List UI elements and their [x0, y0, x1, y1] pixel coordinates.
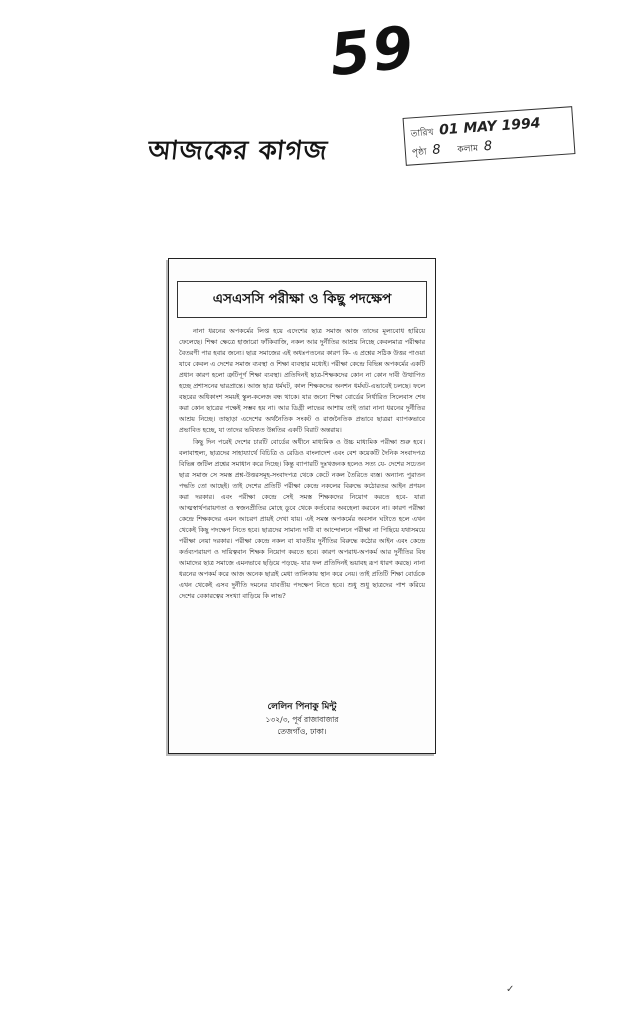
article-paragraph-1: নানা ধরনের অপকর্মের লিপ্ত হয়ে এদেশের ছাত্র সমাজ আজ তাদের মূল্যবোধ হারিয়ে ফেলেছে। শিক্ষা ক্ষেত্রে হাজারো ফাঁকিবাজি, নকল আর দুর্নীতির আশ্রয় নিচ্ছে কেবলমাত্র পরীক্ষার বৈতরণী পার হবার জন্যে। ছাত্র সমাজের এই অধঃপতনের কারণ কি- এ প্রশ্নের সঠিক উত্তর পাওয়া যাবে কেবল এ দেশের সমাজ ব্যবস্থা ও শিক্ষা ব্যবস্থার মধ্যেই। পরীক্ষা কেন্দ্রে বিভিন্ন অপকর্মের একটি প্রধান কারণ হলো ত্রুটিপূর্ণ শিক্ষা ব্যবস্থা। প্রতিদিনই ছাত্র-শিক্ষকদের কোন না কোন দাবী উত্থাপিত হচ্ছে প্রশাসনের দ্বারপ্রান্তে। আজ ছাত্র ধর্মঘট, কাল শিক্ষকদের অনশন ধর্মঘট-এভাবেই চলছে। ফলে বছরের অধিকাংশ সময়ই স্কুল-কলেজ বন্ধ থাকে। যার জন্যে শিক্ষা বোর্ডের নির্ধারিত সিলেবাস শেষ করা কোন ছাত্রের পক্ষেই সম্ভব হয় না। আর ডিগ্রী লাভের আশায় তাই তারা নানা ধরনের দুর্নীতির আশ্রয় নিচ্ছে। তাছাড়া এদেশের অর্থনৈতিক সংকট ও রাজনৈতিক প্রভাবে ছাত্ররা ব্যাপকভাবে প্রভাবিত হচ্ছে, যা তাদের ভবিষ্যত উন্নতির একটি বিরাট অন্তরায়।: [179, 327, 425, 434]
stamp-date-row: [410, 115, 541, 141]
pencil-tick-mark: ✓: [506, 984, 515, 995]
article-signature: [169, 699, 435, 738]
stamp-page-row: [411, 138, 506, 161]
newspaper-masthead: আজকের কাগজ: [146, 136, 330, 166]
author-address-line-1: ১৩২/৩, পূর্ব রাজাবাজার: [265, 715, 339, 724]
stamp-date-value: 01 MAY 1994: [438, 115, 541, 139]
article-paragraph-2: কিছু দিন পরেই দেশের চারটি বোর্ডের অধীনে মাধ্যমিক ও উচ্চ মাধ্যমিক পরীক্ষা শুরু হবে। বলাবাহুল্য, ছাত্রদের সাহায্যার্থে বিচিত্রি ও রেডিও বাংলাদেশ এবং বেশ কয়েকটি দৈনিক সংবাদপত্র বিভিন্ন জটিল প্রশ্নের সমাধান করে দিচ্ছে। কিন্তু ব্যাপারটি দুঃখজনক হলেও সত্য যে- দেশের সচেতন ছাত্র সমাজ সে সমস্ত প্রশ্ন-উত্তরসমূহ-সংবাদপত্র থেকে কেটে নকল তৈরিতে ব্যস্ত। অন্যান্য পুরাতন পদ্ধতি তো আছেই। তাই দেশের প্রতিটি পরীক্ষা কেন্দ্রে নকলের বিরুদ্ধে কঠোরতর আইন প্রণয়ন করা দরকার। এবং পরীক্ষা কেন্দ্রে সেই সমস্ত শিক্ষকদের নিয়োগ করতে হবে- যারা আত্মস্বার্থপরায়ণতা ও স্বজনপ্রীতির মোহে ডুবে থেকে কর্তব্যের অবহেলা করবেন না। কারণ পরীক্ষা কেন্দ্রে শিক্ষকদের এমন আচরণ প্রায়ই দেখা যায়। এই সমস্ত অপকর্মের অবসান ঘটাতে হলে এখন থেকেই কিছু পদক্ষেপ নিতে হবে। ছাত্রদের সামান্য দাবী বা আন্দোলনে পরীক্ষা না পিছিয়ে যথাসময়ে পরীক্ষা নেয়া দরকার। পরীক্ষা কেন্দ্রে নকল বা যাবতীয় দুর্নীতির বিরুদ্ধে কঠোর আইন এবং কেন্দ্রে কর্তব্যপরায়ণ ও দায়িত্ববান শিক্ষক নিয়োগ করতে হবে। কারণ অপরাধ-অপকর্ম আর দুর্নীতির বিষ আমাদের ছাত্র সমাজে এমনভাবে ছড়িয়ে পড়ছে- যার ফল প্রতিদিনই ভয়াবহ রূপ ধারণ করছে। নানা ধরনের অপকর্ম করে আজ অনেক ছাত্রই মেধা তালিকায় স্থান করে নেয়। তাই প্রতিটি শিক্ষা বোর্ডকে এখন থেকেই এসব দুর্নীতি দমনের যাবতীয় পদক্ষেপ নিতে হবে। শুধু শুধু ছাত্রদের পাশ করিয়ে দেশের বেকারত্বের সংখ্যা বাড়িয়ে কি লাভ?: [179, 438, 425, 600]
author-name: লেলিন পিনাকু মিন্টু: [267, 702, 337, 712]
archive-stamp: [403, 106, 576, 166]
article-title: এসএসসি পরীক্ষা ও কিছু পদক্ষেপ: [177, 281, 427, 318]
handwritten-page-number: 59: [326, 12, 419, 90]
article-body: [179, 326, 425, 602]
stamp-column-value: 8: [483, 138, 493, 155]
author-address-line-2: তেজগাঁও, ঢাকা।: [277, 727, 327, 736]
stamp-column-label: কলাম: [457, 143, 479, 156]
stamp-page-label: পৃষ্ঠা: [411, 147, 427, 159]
stamp-page-value: 8: [431, 142, 442, 158]
stamp-date-label: তারিখ: [410, 127, 434, 140]
newspaper-clipping: [168, 258, 436, 754]
